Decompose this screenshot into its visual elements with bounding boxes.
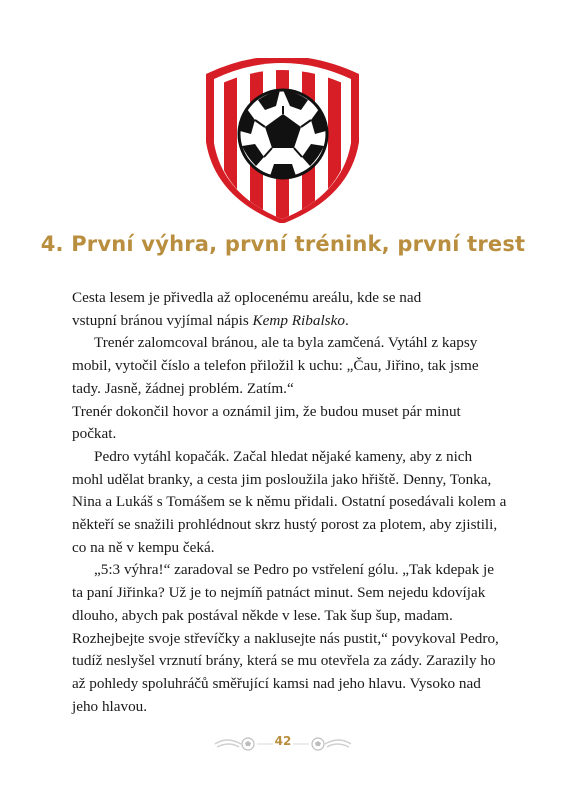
page-footer (0, 732, 566, 756)
paragraph: Pedro vytáhl kopačák. Začal hledat nějaké kameny, aby z nich mohl udělat branky, a cesta jim posloužila jako hřiště. Denny, Tonka, Nina a Lukáš s Tomášem se k němu přidali. Ostatní posedávali kolem a někteří se snažili prohlédnout skrz hustý porost za plotem, aby zjistili, co na ně v kempu čeká. (72, 447, 507, 556)
paragraph (72, 287, 507, 332)
shield-icon (200, 58, 365, 223)
camp-sign-text: Kemp Ribalsko (252, 311, 345, 329)
paragraph: „5:3 výhra!“ zaradoval se Pedro po vstřelení gólu. „Tak kdepak je ta paní Jiřinka? Už je to nejmíň patnáct minut. Sem nejedu kdovíjak dlouho, abych pak postával někde v lese. Tak šup šup, madam. Rozhejbejte svoje střevíčky a naklusejte nás pustit,“ povykoval Pedro, tudíž neslyšel vrznutí brány, která se mu otevřela za zády. Zarazily ho až pohledy spoluhráčů směřující kamsi nad jeho hlavu. Vysoko nad jeho hlavou. (72, 561, 499, 715)
paragraph-text: . (344, 311, 349, 329)
chapter-body (72, 287, 507, 718)
chapter-title: 4. První výhra, první trénink, první trest (40, 232, 526, 256)
paragraph: Trenér dokončil hovor a oznámil jim, že budou muset pár minut počkat. (72, 402, 461, 443)
paragraph-text: vstupní bránou vyjímal nápis (72, 311, 253, 329)
paragraph: Trenér zalomcoval bránou, ale ta byla zamčená. Vytáhl z kapsy mobil, vytočil číslo a telefon přiložil k uchu: „Čau, Jiřino, tak jsme tady. Jasně, žádnej problém. Zatím.“ (72, 334, 479, 397)
soccer-ball-icon (239, 90, 327, 178)
page-number: 42 (274, 734, 292, 748)
club-crest-icon (200, 58, 365, 223)
paragraph-text: Cesta lesem je přivedla až oplocenému areálu, kde se nad (72, 289, 422, 306)
